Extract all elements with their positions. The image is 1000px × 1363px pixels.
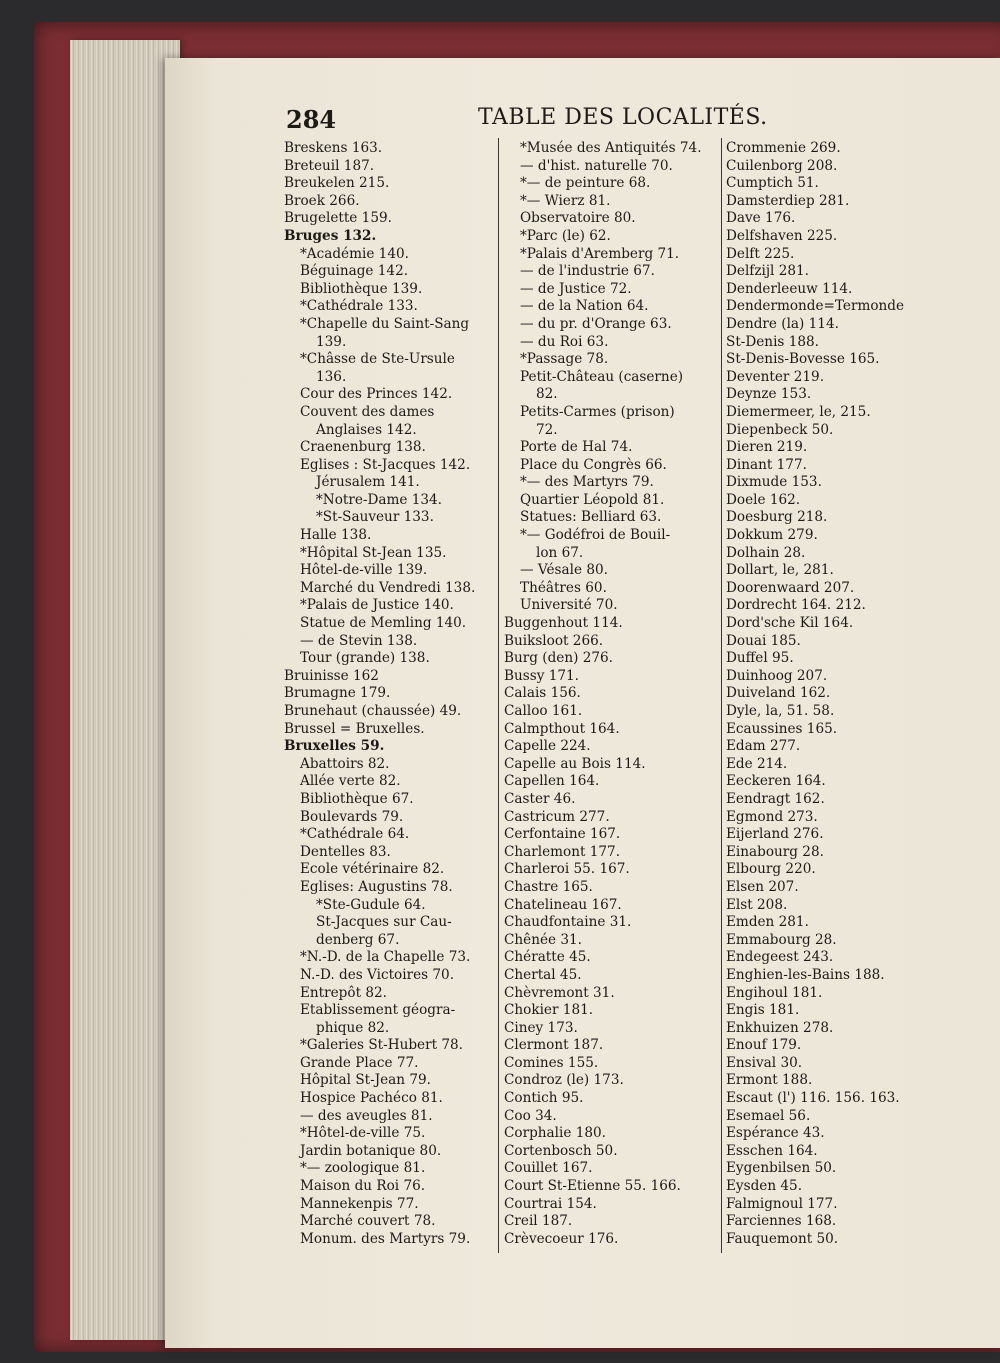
index-entry: Jérusalem 141. xyxy=(316,474,420,491)
index-entry: Escaut (l') 116. 156. 163. xyxy=(726,1090,900,1107)
index-entry: Hospice Pachéco 81. xyxy=(300,1090,443,1107)
index-entry: Petit-Château (caserne) xyxy=(520,368,684,385)
index-entry: Chatelineau 167. xyxy=(504,896,622,913)
index-entry: *St-Sauveur 133. xyxy=(316,509,434,526)
index-entry: Fauquemont 50. xyxy=(726,1230,839,1247)
index-entry: Damsterdiep 281. xyxy=(726,192,850,209)
index-entry: *— Godéfroi de Bouil- xyxy=(520,527,671,544)
index-entry: Corphalie 180. xyxy=(504,1125,606,1142)
index-entry: Dendermonde=Termonde xyxy=(726,298,905,315)
index-column-3 xyxy=(726,140,976,1248)
index-entry: Bruges 132. xyxy=(284,227,377,244)
index-entry: Emmabourg 28. xyxy=(726,931,837,948)
index-entry: Engihoul 181. xyxy=(726,984,823,1001)
index-entry: Couillet 167. xyxy=(504,1160,593,1177)
index-entry: *N.-D. de la Chapelle 73. xyxy=(300,949,471,966)
index-entry: Duinhoog 207. xyxy=(726,667,828,684)
index-entry: Couvent des dames xyxy=(300,403,435,420)
index-entry: Dyle, la, 51. 58. xyxy=(726,703,835,719)
index-entry: Calloo 161. xyxy=(504,703,583,719)
page-header xyxy=(0,105,1000,135)
index-entry: Calais 156. xyxy=(504,685,581,702)
index-entry: Brumagne 179. xyxy=(284,685,391,702)
index-entry: St-Denis-Bovesse 165. xyxy=(726,351,880,368)
index-entry: — Vésale 80. xyxy=(520,562,608,579)
index-entry: Edam 277. xyxy=(726,738,801,755)
index-entry: Buggenhout 114. xyxy=(504,615,623,632)
index-entry: Crèvecoeur 176. xyxy=(504,1230,619,1247)
index-entry: Eysden 45. xyxy=(726,1178,803,1195)
index-entry: Espérance 43. xyxy=(726,1125,825,1142)
index-entry: *Palais de Justice 140. xyxy=(300,597,454,614)
index-entry: 136. xyxy=(316,368,347,385)
column-rule-2 xyxy=(721,138,722,1253)
index-entry: Dollart, le, 281. xyxy=(726,562,834,579)
index-entry: Duffel 95. xyxy=(726,650,794,667)
index-entry: Doele 162. xyxy=(726,491,801,508)
index-entry: Coo 34. xyxy=(504,1107,557,1124)
index-entry: *Musée des Antiquités 74. xyxy=(520,140,702,156)
index-entry: Enouf 179. xyxy=(726,1037,802,1054)
index-entry: Chaudfontaine 31. xyxy=(504,914,632,931)
index-entry: Delfzijl 281. xyxy=(726,263,809,280)
index-entry: Elsen 207. xyxy=(726,878,799,895)
index-entry: Chertal 45. xyxy=(504,966,582,983)
index-entry: Ciney 173. xyxy=(504,1019,578,1036)
page-number: 284 xyxy=(286,105,337,134)
index-entry: Egmond 273. xyxy=(726,808,818,825)
index-entry: Eendragt 162. xyxy=(726,790,825,807)
index-entry: Grande Place 77. xyxy=(300,1054,419,1071)
index-entry: Bussy 171. xyxy=(504,667,579,684)
index-column-1 xyxy=(284,140,496,1248)
index-entry: — de Justice 72. xyxy=(520,280,632,297)
index-entry: Engis 181. xyxy=(726,1002,800,1019)
index-entry: Anglaises 142. xyxy=(316,421,417,438)
index-entry: Ecole vétérinaire 82. xyxy=(300,861,445,878)
index-entry: Delfshaven 225. xyxy=(726,227,838,244)
index-entry: Caster 46. xyxy=(504,790,576,807)
index-entry: Calmpthout 164. xyxy=(504,720,620,737)
index-entry: Eijerland 276. xyxy=(726,826,824,843)
index-entry: Dolhain 28. xyxy=(726,544,806,561)
index-entry: *Notre-Dame 134. xyxy=(316,491,443,508)
page-edges xyxy=(70,40,180,1340)
index-entry: Clermont 187. xyxy=(504,1037,604,1054)
index-entry: *Chapelle du Saint-Sang xyxy=(300,315,470,332)
index-entry: Emden 281. xyxy=(726,914,809,931)
index-entry: Boulevards 79. xyxy=(300,808,404,825)
index-entry: Mannekenpis 77. xyxy=(300,1195,419,1212)
index-entry: Marché du Vendredi 138. xyxy=(300,579,476,596)
index-entry: Elbourg 220. xyxy=(726,861,816,878)
index-entry: *Hôtel-de-ville 75. xyxy=(300,1125,426,1142)
index-entry: Porte de Hal 74. xyxy=(520,439,633,456)
index-entry: Cerfontaine 167. xyxy=(504,826,621,843)
index-entry: Place du Congrès 66. xyxy=(520,456,667,473)
index-entry: — du pr. d'Orange 63. xyxy=(520,315,672,332)
index-entry: phique 82. xyxy=(316,1019,390,1036)
index-entry: Dentelles 83. xyxy=(300,843,391,860)
index-entry: Esemael 56. xyxy=(726,1107,811,1124)
index-entry: Craenenburg 138. xyxy=(300,439,426,456)
index-entry: Chokier 181. xyxy=(504,1002,594,1019)
index-entry: Diemermeer, le, 215. xyxy=(726,403,871,420)
index-entry: Jardin botanique 80. xyxy=(300,1142,442,1159)
index-entry: *— de peinture 68. xyxy=(520,175,651,192)
index-entry: Dinant 177. xyxy=(726,456,807,473)
index-entry: Chératte 45. xyxy=(504,949,591,966)
index-entry: Denderleeuw 114. xyxy=(726,280,853,297)
index-entry: Béguinage 142. xyxy=(300,263,409,280)
index-entry: Falmignoul 177. xyxy=(726,1195,838,1212)
index-entry: Ede 214. xyxy=(726,755,788,772)
index-entry: Monum. des Martyrs 79. xyxy=(300,1230,471,1247)
index-entry: Maison du Roi 76. xyxy=(300,1178,426,1195)
index-entry: Bibliothèque 67. xyxy=(300,790,414,807)
index-entry: Broek 266. xyxy=(284,192,360,209)
index-entry: Dendre (la) 114. xyxy=(726,315,839,332)
index-entry: Université 70. xyxy=(520,597,618,614)
index-entry: Capellen 164. xyxy=(504,773,600,790)
index-entry: *Académie 140. xyxy=(300,245,409,262)
index-entry: Duiveland 162. xyxy=(726,685,831,702)
index-entry: *Châsse de Ste-Ursule xyxy=(300,351,455,368)
index-entry: *Hôpital St-Jean 135. xyxy=(300,544,447,561)
index-entry: — de la Nation 64. xyxy=(520,298,649,315)
index-entry: Statues: Belliard 63. xyxy=(520,509,662,526)
index-entry: Douai 185. xyxy=(726,632,801,649)
index-entry: Chênée 31. xyxy=(504,931,582,948)
index-entry: *Palais d'Aremberg 71. xyxy=(520,245,680,262)
index-entry: — d'hist. naturelle 70. xyxy=(520,157,673,174)
index-entry: Dord'sche Kil 164. xyxy=(726,615,854,632)
index-entry: Bibliothèque 139. xyxy=(300,280,423,297)
index-entry: Breskens 163. xyxy=(284,140,383,156)
index-entry: 72. xyxy=(536,421,558,438)
index-entry: Brunehaut (chaussée) 49. xyxy=(284,703,462,719)
index-entry: Cortenbosch 50. xyxy=(504,1142,618,1159)
index-entry: Crommenie 269. xyxy=(726,140,841,156)
index-entry: denberg 67. xyxy=(316,931,400,948)
index-entry: Entrepôt 82. xyxy=(300,984,387,1001)
index-entry: Marché couvert 78. xyxy=(300,1213,436,1230)
index-entry: Cour des Princes 142. xyxy=(300,386,453,403)
index-entry: Chèvremont 31. xyxy=(504,984,615,1001)
index-entry: Breukelen 215. xyxy=(284,175,390,192)
index-entry: Comines 155. xyxy=(504,1054,599,1071)
index-entry: Einabourg 28. xyxy=(726,843,824,860)
index-entry: Capelle au Bois 114. xyxy=(504,755,646,772)
index-entry: Eygenbilsen 50. xyxy=(726,1160,837,1177)
index-entry: Allée verte 82. xyxy=(300,773,401,790)
index-entry: Court St-Etienne 55. 166. xyxy=(504,1178,681,1195)
index-entry: Doorenwaard 207. xyxy=(726,579,855,596)
index-entry: — des aveugles 81. xyxy=(300,1107,433,1124)
index-entry: Petits-Carmes (prison) xyxy=(520,403,675,420)
column-rule-1 xyxy=(498,138,499,1253)
index-entry: Ecaussines 165. xyxy=(726,720,838,737)
index-entry: Enkhuizen 278. xyxy=(726,1019,834,1036)
index-entry: *Ste-Gudule 64. xyxy=(316,896,426,913)
index-entry: Brugelette 159. xyxy=(284,210,392,227)
index-entry: Brussel = Bruxelles. xyxy=(284,720,425,737)
index-entry: Halle 138. xyxy=(300,527,372,544)
index-entry: St-Denis 188. xyxy=(726,333,819,350)
index-column-2 xyxy=(504,140,718,1248)
index-entry: — de Stevin 138. xyxy=(300,632,418,649)
index-entry: Doesburg 218. xyxy=(726,509,828,526)
index-entry: Buiksloot 266. xyxy=(504,632,604,649)
index-entry: Hôtel-de-ville 139. xyxy=(300,562,428,579)
index-entry: *— Wierz 81. xyxy=(520,192,611,209)
index-entry: Condroz (le) 173. xyxy=(504,1072,624,1089)
index-entry: N.-D. des Victoires 70. xyxy=(300,966,455,983)
index-entry: Dokkum 279. xyxy=(726,527,818,544)
index-entry: Abattoirs 82. xyxy=(300,755,390,772)
index-entry: Esschen 164. xyxy=(726,1142,818,1159)
index-entry: *Passage 78. xyxy=(520,351,609,368)
index-entry: Eglises: Augustins 78. xyxy=(300,878,453,895)
index-entry: Hôpital St-Jean 79. xyxy=(300,1072,431,1089)
index-entry: St-Jacques sur Cau- xyxy=(316,914,452,931)
index-entry: Contich 95. xyxy=(504,1090,584,1107)
index-entry: Cuilenborg 208. xyxy=(726,157,838,174)
index-entry: Courtrai 154. xyxy=(504,1195,597,1212)
index-entry: Théâtres 60. xyxy=(520,579,607,596)
index-entry: Cumptich 51. xyxy=(726,175,819,192)
index-entry: Statue de Memling 140. xyxy=(300,615,467,632)
index-entry: Elst 208. xyxy=(726,896,788,913)
index-entry: *Cathédrale 133. xyxy=(300,298,418,315)
index-entry: Delft 225. xyxy=(726,245,795,262)
index-entry: Tour (grande) 138. xyxy=(300,650,430,667)
index-entry: Charlemont 177. xyxy=(504,843,621,860)
index-entry: Ermont 188. xyxy=(726,1072,813,1089)
index-entry: Farciennes 168. xyxy=(726,1213,837,1230)
index-entry: — de l'industrie 67. xyxy=(520,263,655,280)
index-entry: *Galeries St-Hubert 78. xyxy=(300,1037,463,1054)
index-entry: Creil 187. xyxy=(504,1213,573,1230)
index-entry: Dordrecht 164. 212. xyxy=(726,597,866,614)
index-entry: Deynze 153. xyxy=(726,386,812,403)
index-entry: Deventer 219. xyxy=(726,368,825,385)
index-entry: — du Roi 63. xyxy=(520,333,609,350)
index-entry: Capelle 224. xyxy=(504,738,591,755)
index-entry: Eglises : St-Jacques 142. xyxy=(300,456,471,473)
index-entry: 139. xyxy=(316,333,347,350)
index-entry: Diepenbeck 50. xyxy=(726,421,834,438)
page-title: TABLE DES LOCALITÉS. xyxy=(478,105,768,130)
index-entry: Bruxelles 59. xyxy=(284,738,385,755)
index-entry: Eeckeren 164. xyxy=(726,773,826,790)
index-entry: *— des Martyrs 79. xyxy=(520,474,654,491)
index-entry: Dieren 219. xyxy=(726,439,808,456)
index-entry: Endegeest 243. xyxy=(726,949,834,966)
index-entry: Etablissement géogra- xyxy=(300,1002,456,1019)
index-entry: Quartier Léopold 81. xyxy=(520,491,665,508)
index-entry: Dave 176. xyxy=(726,210,796,227)
index-entry: lon 67. xyxy=(536,544,584,561)
index-entry: Ensival 30. xyxy=(726,1054,803,1071)
index-entry: Charleroi 55. 167. xyxy=(504,861,630,878)
index-entry: *Parc (le) 62. xyxy=(520,227,611,244)
index-entry: Dixmude 153. xyxy=(726,474,822,491)
index-entry: Chastre 165. xyxy=(504,878,593,895)
index-entry: 82. xyxy=(536,386,558,403)
index-entry: Breteuil 187. xyxy=(284,157,375,174)
index-entry: *— zoologique 81. xyxy=(300,1160,426,1177)
index-entry: Burg (den) 276. xyxy=(504,650,613,667)
index-entry: Bruinisse 162 xyxy=(284,667,379,684)
index-entry: *Cathédrale 64. xyxy=(300,826,410,843)
index-entry: Enghien-les-Bains 188. xyxy=(726,966,885,983)
index-entry: Castricum 277. xyxy=(504,808,610,825)
index-entry: Observatoire 80. xyxy=(520,210,636,227)
